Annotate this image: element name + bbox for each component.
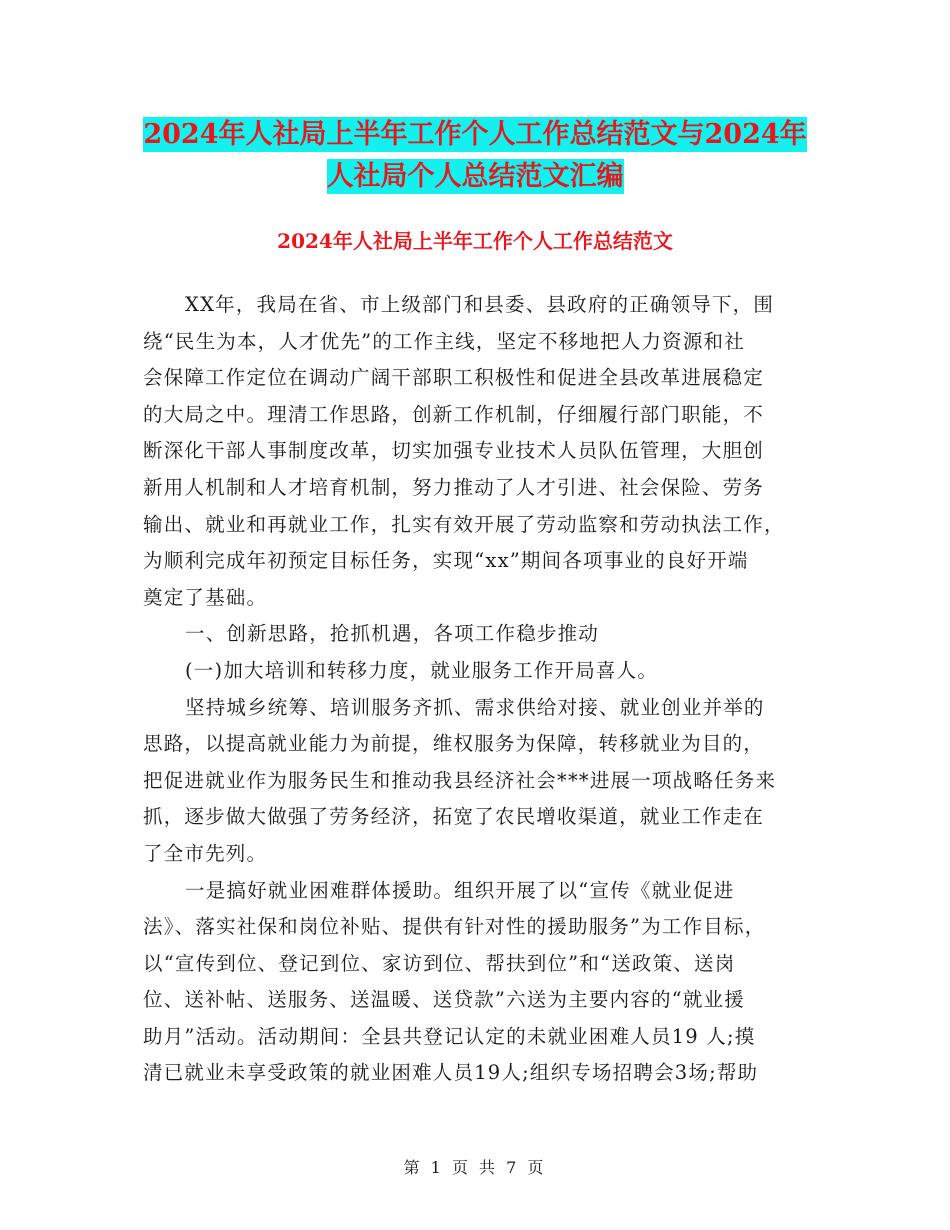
- paragraph-line: 思路，以提高就业能力为前提，维权服务为保障，转移就业为目的，: [143, 732, 765, 756]
- title-highlight-1: 2024年人社局上半年工作个人工作总结范文与2024年: [143, 119, 807, 150]
- paragraph-line: 把促进就业作为服务民生和推动我县经济社会***进展一项战略任务来: [143, 768, 777, 792]
- paragraph-line: 一是搞好就业困难群体援助。组织开展了以“宣传《就业促进: [185, 878, 735, 902]
- section-heading: 一、创新思路，抢抓机遇，各项工作稳步推动: [185, 622, 600, 646]
- title-highlight-2: 人社局个人总结范文汇编: [326, 161, 624, 192]
- paragraph-line: 断深化干部人事制度改革，切实加强专业技术人员队伍管理，大胆创: [143, 439, 765, 463]
- paragraph-line: 新用人机制和人才培育机制，努力推动了人才引进、社会保险、劳务: [143, 475, 765, 499]
- paragraph-line: 助月”活动。活动期间：全县共登记认定的未就业困难人员19 人;摸: [143, 1024, 756, 1048]
- paragraph-line: 的大局之中。理清工作思路，创新工作机制，仔细履行部门职能，不: [143, 402, 765, 426]
- paragraph-line: 抓，逐步做大做强了劳务经济，拓宽了农民增收渠道，就业工作走在: [143, 805, 765, 829]
- paragraph-line: 位、送补帖、送服务、送温暖、送贷款”六送为主要内容的“就业援: [143, 988, 745, 1012]
- paragraph-line: 了全市先列。: [143, 841, 268, 865]
- paragraph-line: 为顺利完成年初预定目标任务，实现“xx”期间各项事业的良好开端: [143, 549, 749, 573]
- paragraph-line: 坚持城乡统筹、培训服务齐抓、需求供给对接、就业创业并举的: [185, 695, 765, 719]
- paragraph-line: 绕“民生为本，人才优先”的工作主线，坚定不移地把人力资源和社: [143, 329, 745, 353]
- document-title-line2: [0, 154, 950, 193]
- body-text: [143, 287, 813, 1092]
- document-title-line1: [0, 112, 950, 151]
- paragraph-line: 奠定了基础。: [143, 585, 268, 609]
- paragraph-line: 法》、落实社保和岗位补贴、提供有针对性的援助服务”为工作目标，: [143, 915, 766, 939]
- page-number-footer: 第 1 页 共 7 页: [403, 1158, 547, 1177]
- paragraph-line: 以“宣传到位、登记到位、家访到位、帮扶到位”和“送政策、送岗: [143, 951, 736, 975]
- paragraph-line: 输出、就业和再就业工作，扎实有效开展了劳动监察和劳动执法工作，: [143, 512, 785, 536]
- subsection-heading: (一)加大培训和转移力度，就业服务工作开局喜人。: [185, 658, 659, 682]
- paragraph-line: 会保障工作定位在调动广阔干部职工积极性和促进全县改革进展稳定: [143, 366, 765, 390]
- section-title: 2024年人社局上半年工作个人工作总结范文: [277, 229, 673, 253]
- paragraph-line: 清已就业未享受政策的就业困难人员19人;组织专场招聘会3场;帮助: [143, 1061, 759, 1085]
- paragraph-line: XX年，我局在省、市上级部门和县委、县政府的正确领导下，围: [185, 293, 775, 316]
